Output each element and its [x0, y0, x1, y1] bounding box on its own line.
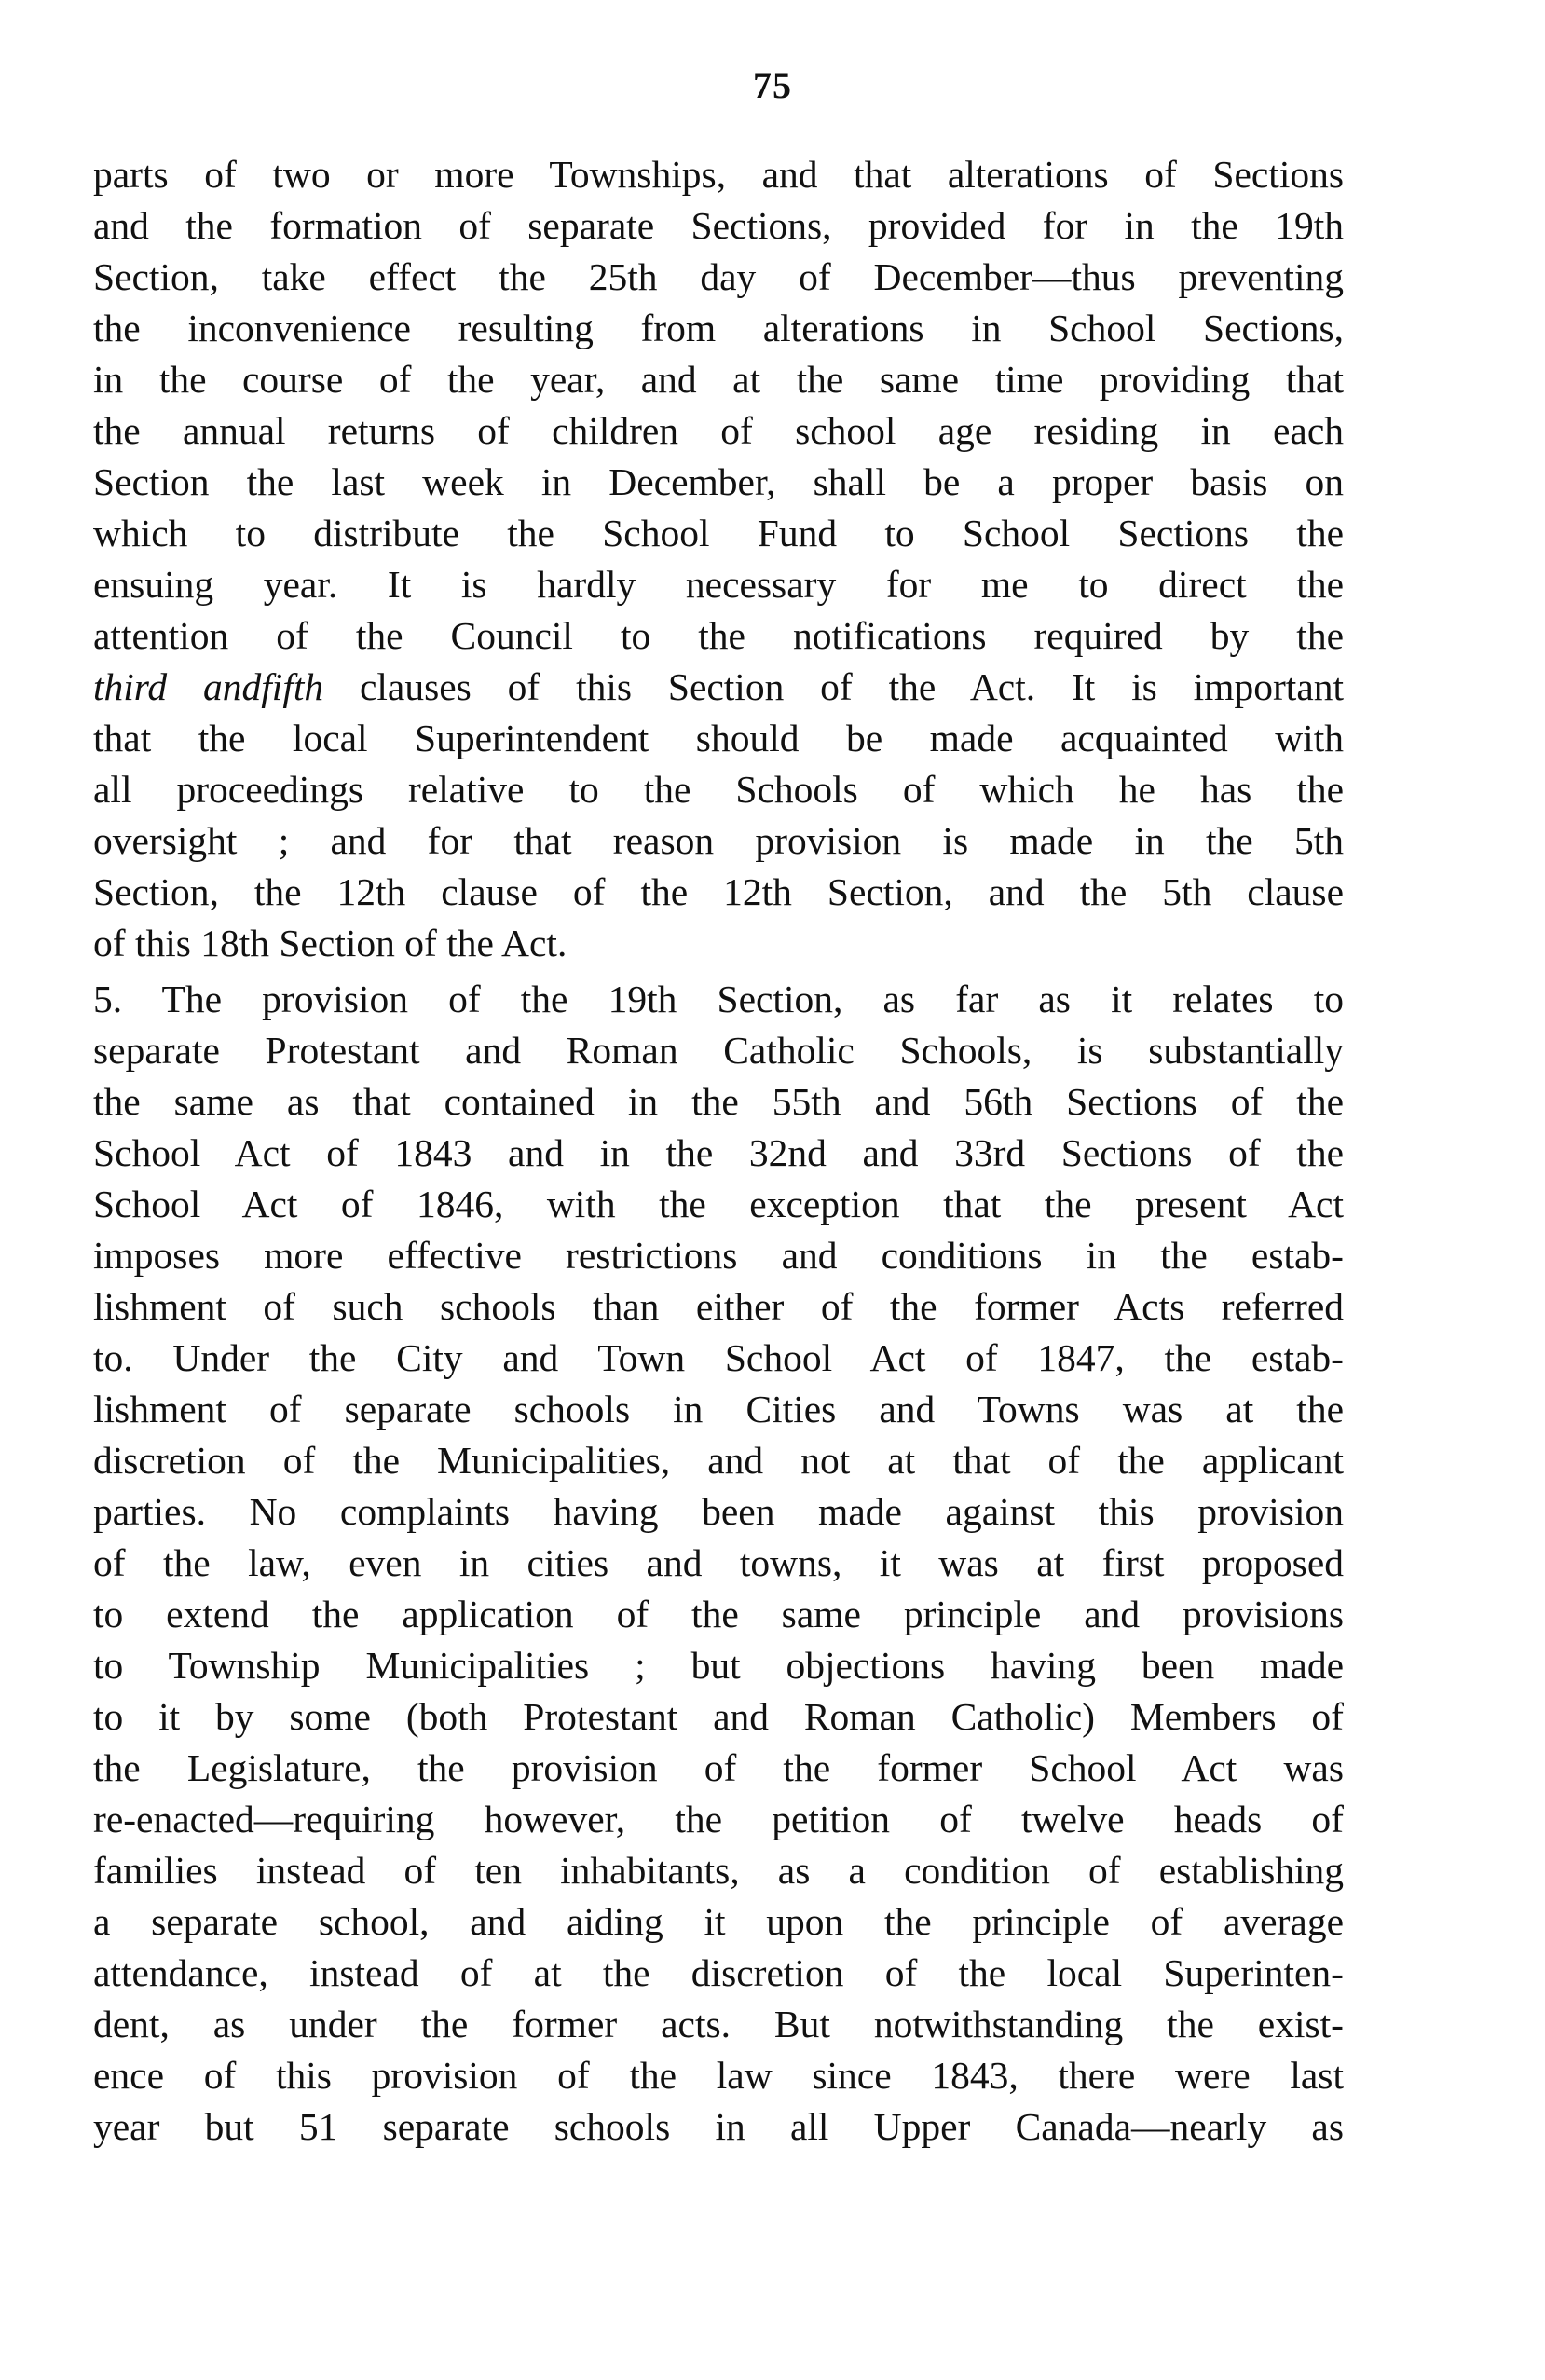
text-line: lishment of such schools than either of the former Acts referred — [93, 1285, 1344, 1328]
text-line: parties. No complaints having been made against this provision — [93, 1490, 1344, 1533]
italic-word: fifth — [261, 665, 324, 708]
text-line-italic-clauses — [93, 662, 1344, 713]
text-line: the inconvenience resulting from alterations in School Sections, — [93, 307, 1344, 349]
text-line: dent, as under the former acts. But notwithstanding the exist- — [93, 2003, 1344, 2045]
text-line: 5. The provision of the 19th Section, as far as it relates to — [93, 978, 1344, 1020]
text-line: oversight ; and for that reason provision is made in the 5th — [93, 819, 1344, 862]
text-line: all proceedings relative to the Schools of which he has the — [93, 768, 1344, 811]
text-line: the annual returns of children of school age residing in each — [93, 409, 1344, 452]
text-line: of this 18th Section of the Act. — [93, 922, 567, 964]
text-line: ence of this provision of the law since 1843, there were last — [93, 2054, 1344, 2097]
text-line: School Act of 1846, with the exception that the present Act — [93, 1183, 1344, 1225]
text-line: to. Under the City and Town School Act of 1847, the estab- — [93, 1336, 1344, 1379]
text-line: parts of two or more Townships, and that alterations of Sections — [93, 153, 1344, 196]
text-run: clauses of this Section of the Act. It is important — [359, 665, 1345, 708]
text-line: Section, the 12th clause of the 12th Section, and the 5th clause — [93, 870, 1344, 913]
text-line: discretion of the Municipalities, and not at that of the applicant — [93, 1439, 1344, 1482]
text-line: of the law, even in cities and towns, it was at first proposed — [93, 1541, 1344, 1584]
text-line: to it by some (both Protestant and Roman Catholic) Members of — [93, 1695, 1344, 1738]
text-line: the Legislature, the provision of the former School Act was — [93, 1746, 1344, 1789]
text-line: School Act of 1843 and in the 32nd and 33rd Sections of the — [93, 1131, 1344, 1174]
page-number: 75 — [753, 64, 792, 106]
text-line: attendance, instead of at the discretion of the local Superinten- — [93, 1951, 1344, 1994]
text-line: a separate school, and aiding it upon the principle of average — [93, 1900, 1344, 1943]
text-line: re-enacted—requiring however, the petition of twelve heads of — [93, 1798, 1344, 1840]
text-line: that the local Superintendent should be made acquainted with — [93, 717, 1344, 759]
text-line: separate Protestant and Roman Catholic Schools, is substantially — [93, 1029, 1344, 1072]
text-line: Section the last week in December, shall be a proper basis on — [93, 460, 1344, 503]
italic-word: third — [93, 665, 168, 708]
text-line: which to distribute the School Fund to School Sections the — [93, 512, 1344, 554]
text-line: families instead of ten inhabitants, as a condition of establishing — [93, 1849, 1344, 1892]
text-line: lishment of separate schools in Cities and Towns was at the — [93, 1388, 1344, 1430]
text-line: Section, take effect the 25th day of December—thus preventing — [93, 255, 1344, 298]
text-line: imposes more effective restrictions and conditions in the estab- — [93, 1234, 1344, 1277]
paragraph-1 — [93, 149, 1344, 969]
text-line: to Township Municipalities ; but objections having been made — [93, 1644, 1344, 1687]
text-line: ensuing year. It is hardly necessary for me to direct the — [93, 563, 1344, 606]
text-line: and the formation of separate Sections, provided for in the 19th — [93, 204, 1344, 247]
paragraph-2 — [93, 974, 1344, 2153]
text-line: in the course of the year, and at the same time providing that — [93, 358, 1344, 401]
text-line: to extend the application of the same principle and provisions — [93, 1593, 1344, 1635]
text-line: year but 51 separate schools in all Upper Canada—nearly as — [93, 2105, 1344, 2148]
italic-word: and — [203, 665, 262, 708]
text-line: the same as that contained in the 55th and 56th Sections of the — [93, 1080, 1344, 1123]
text-line: attention of the Council to the notifications required by the — [93, 614, 1344, 657]
